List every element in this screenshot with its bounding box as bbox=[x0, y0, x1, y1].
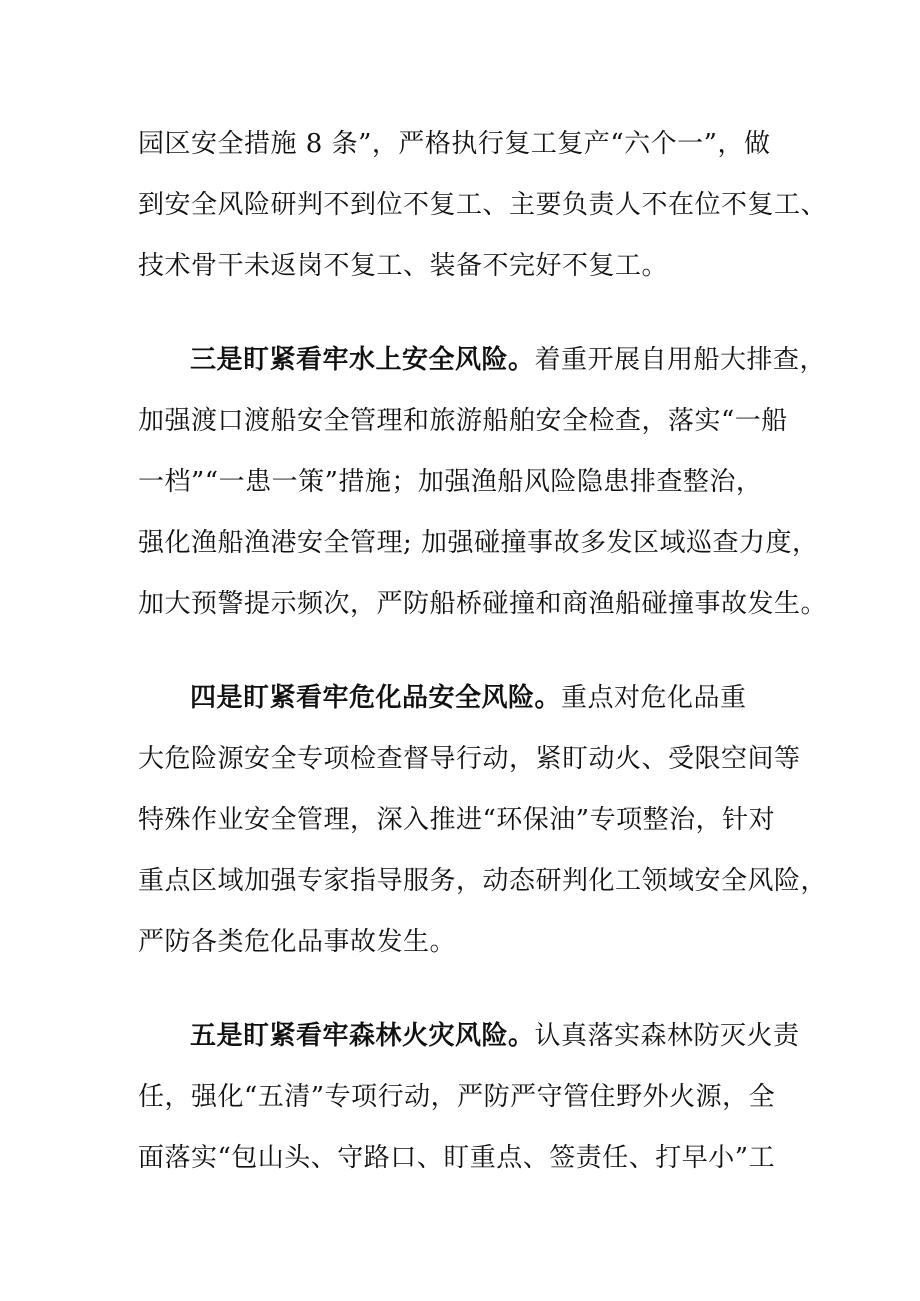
line-text: 强化渔船渔港安全管理; 加强碰撞事故多发区域巡查力度， bbox=[138, 528, 819, 558]
line-text: 严防各类危化品事故发生。 bbox=[138, 927, 457, 957]
paragraph-1-line-1 bbox=[138, 124, 798, 164]
line-text: 特殊作业安全管理，深入推进“环保油”专项整治，针对 bbox=[138, 805, 776, 835]
paragraph-3-line-1 bbox=[190, 678, 800, 718]
paragraph-heading: 四是盯紧看牢危化品安全风险。 bbox=[190, 683, 562, 713]
paragraph-4-line-3 bbox=[138, 1138, 798, 1178]
paragraph-1-line-2 bbox=[138, 185, 828, 225]
paragraph-2-line-4 bbox=[138, 523, 819, 563]
paragraph-2-line-5 bbox=[138, 584, 828, 624]
line-text: 重点区域加强专家指导服务，动态研判化工领域安全风险， bbox=[138, 866, 828, 896]
paragraph-2-line-3 bbox=[138, 462, 798, 502]
line-text: 园区安全措施 8 条”，严格执行复工复产“六个一”，做 bbox=[138, 129, 771, 159]
paragraph-3-line-4 bbox=[138, 861, 828, 901]
line-text: 到安全风险研判不到位不复工、主要负责人不在位不复工、 bbox=[138, 190, 828, 220]
line-text: 加大预警提示频次，严防船桥碰撞和商渔船碰撞事故发生。 bbox=[138, 589, 828, 619]
line-text: 着重开展自用船大排查， bbox=[534, 345, 827, 375]
paragraph-2-line-1 bbox=[190, 340, 827, 380]
paragraph-heading: 三是盯紧看牢水上安全风险。 bbox=[190, 345, 535, 375]
line-text: 技术骨干未返岗不复工、装备不完好不复工。 bbox=[138, 251, 669, 281]
paragraph-4-line-2 bbox=[138, 1077, 798, 1117]
paragraph-2-line-2 bbox=[138, 401, 798, 441]
paragraph-3-line-2 bbox=[138, 739, 801, 779]
paragraph-1-line-3 bbox=[138, 246, 798, 286]
paragraph-3-line-3 bbox=[138, 800, 798, 840]
line-text: 重点对危化品重 bbox=[561, 683, 747, 713]
line-text: 大危险源安全专项检查督导行动，紧盯动火、受限空间等 bbox=[138, 744, 801, 774]
line-text: 任，强化“五清”专项行动，严防严守管住野外火源，全 bbox=[138, 1082, 776, 1112]
paragraph-4-line-1 bbox=[190, 1016, 800, 1056]
paragraph-heading: 五是盯紧看牢森林火灾风险。 bbox=[190, 1021, 535, 1051]
line-text: 认真落实森林防灭火责 bbox=[534, 1021, 800, 1051]
line-text: 加强渡口渡船安全管理和旅游船舶安全检查，落实“一船 bbox=[138, 406, 788, 436]
line-text: 面落实“包山头、守路口、盯重点、签责任、打早小”工 bbox=[138, 1143, 776, 1173]
paragraph-3-line-5 bbox=[138, 922, 798, 962]
line-text: 一档”“一患一策”措施；加强渔船风险隐患排查整治， bbox=[138, 467, 763, 497]
